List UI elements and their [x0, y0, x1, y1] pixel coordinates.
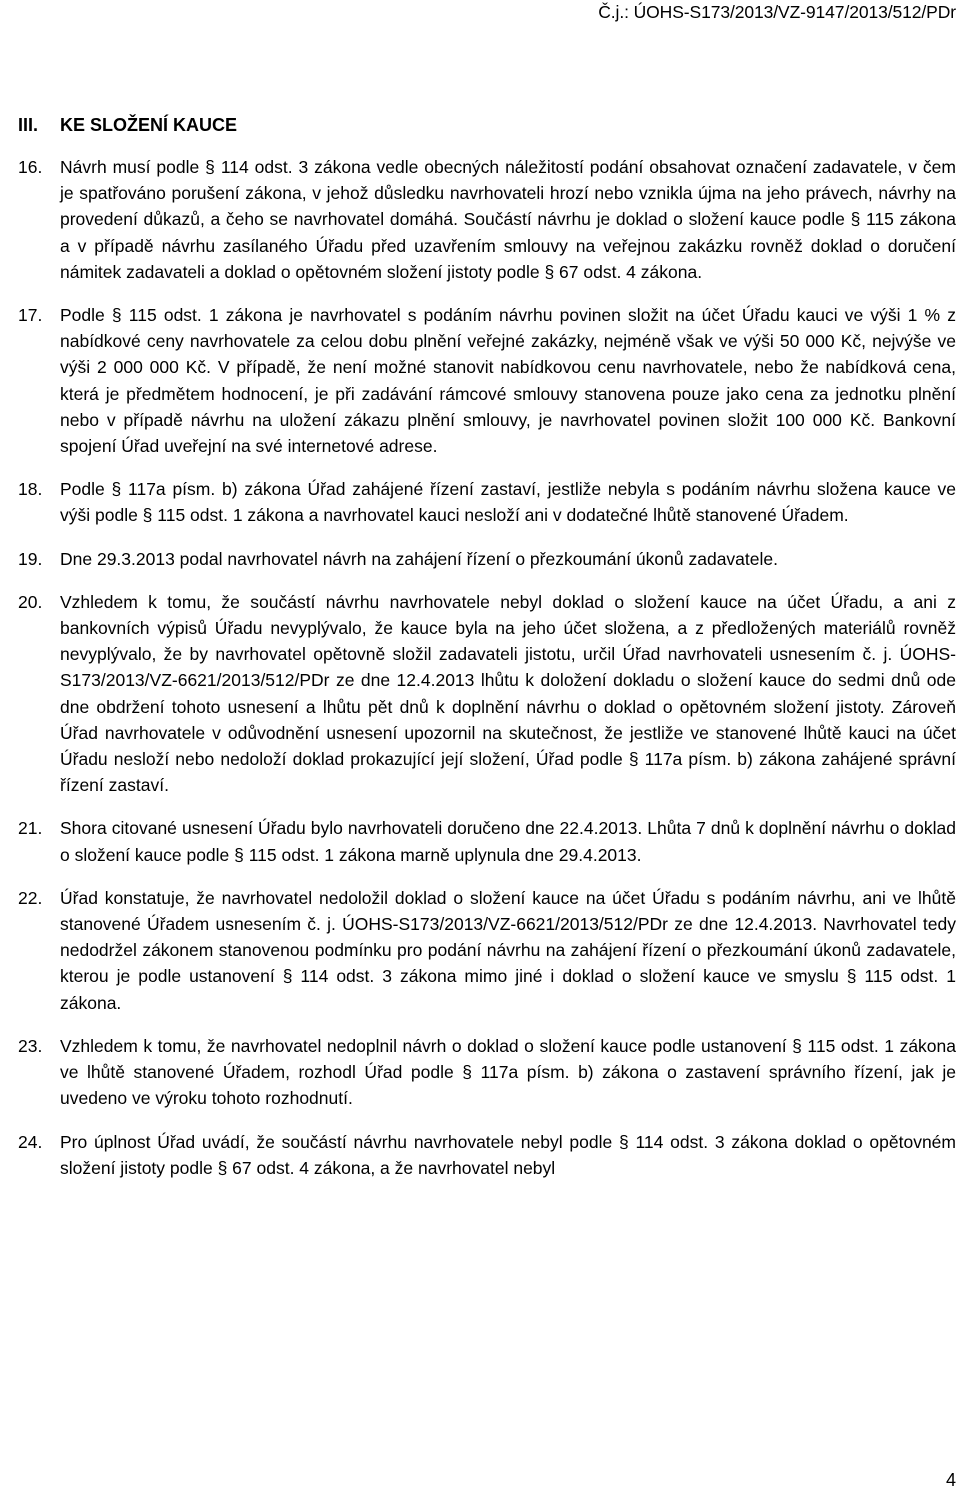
paragraph-text: Návrh musí podle § 114 odst. 3 zákona vedle obecných náležitostí podání obsahovat označení zadavatele, v čem je spatřováno porušení zákona, v jehož důsledku navrhovateli hrozí nebo vznikla újma na jeho právech, návrhy na provedení důkazů, a čeho se navrhovatel domáhá. Součástí návrhu je doklad o složení kauce podle § 115 zákona a v případě návrhu zasílaného Úřadu před uzavřením smlouvy na veřejnou zakázku rovněž doklad o doručení námitek zadavateli a doklad o opětovném složení jistoty podle § 67 odst. 4 zákona.: [60, 157, 956, 282]
paragraph-17: [18, 302, 958, 459]
paragraph-text: Vzhledem k tomu, že navrhovatel nedoplnil návrh o doklad o složení kauce podle ustanovení § 115 odst. 1 zákona ve lhůtě stanovené Úřadem, rozhodl Úřad podle § 117a písm. b) zákona o zastavení správního řízení, jak je uvedeno ve výroku tohoto rozhodnutí.: [60, 1035, 956, 1109]
section-number: III.: [18, 115, 39, 135]
paragraph-text: Vzhledem k tomu, že součástí návrhu navrhovatele nebyl doklad o složení kauce na účet Úřadu, a ani z bankovních výpisů Úřadu nevyplývalo, že kauce byla na jeho účet složena, a z předložených materiálů rovněž nevyplývalo, že by navrhovatel opětovně složil zadavateli jistotu, určil Úřad navrhovateli usnesením č. j. ÚOHS-S173/2013/VZ-6621/2013/512/PDr ze dne 12.4.2013 lhůtu k doložení dokladu o složení kauce do sedmi dnů ode dne obdržení tohoto usnesení a lhůtu pět dnů k doplnění návrhu o doklad o opětovném složení jistoty. Zároveň Úřad navrhovatele v odůvodnění usnesení upozornil na skutečnost, že jestliže ve stanovené lhůtě kauci na účet Úřadu nesloží nebo nedoloží doklad prokazující její složení, Úřad podle § 117a písm. b) zákona zahájené správní řízení zastaví.: [60, 591, 956, 796]
paragraph-18: [18, 476, 958, 528]
paragraph-text: Shora citované usnesení Úřadu bylo navrhovateli doručeno dne 22.4.2013. Lhůta 7 dnů k doplnění návrhu o doklad o složení kauce podle § 115 odst. 1 zákona marně uplynula dne 29.4.2013.: [60, 818, 956, 865]
paragraph-number: 16.: [18, 157, 43, 177]
paragraph-20: [18, 589, 958, 799]
paragraph-16: [18, 154, 958, 285]
paragraph-text: Podle § 115 odst. 1 zákona je navrhovatel s podáním návrhu povinen složit na účet Úřadu kauci ve výši 1 % z nabídkové ceny navrhovatele za celou dobu plnění veřejné zakázky, nejméně však ve výši 50 000 Kč, nejvýše ve výši 2 000 000 Kč. V případě, že není možné stanovit nabídkovou cenu navrhovatele, nebo že nabídková cena, která je předmětem hodnocení, je při zadávání rámcové smlouvy stanovena pouze jako cena za jednotku plnění nebo v případě návrhu na uložení zákazu plnění smlouvy, je navrhovatel povinen složit 100 000 Kč. Bankovní spojení Úřad uveřejní na své internetové adrese.: [60, 305, 956, 457]
page-number: 4: [945, 1470, 956, 1490]
paragraph-text: Pro úplnost Úřad uvádí, že součástí návrhu navrhovatele nebyl podle § 114 odst. 3 zákona doklad o opětovném složení jistoty podle § 67 odst. 4 zákona, a že navrhovatel nebyl: [60, 1131, 956, 1178]
paragraph-number: 17.: [18, 305, 43, 326]
case-reference: Č.j.: ÚOHS-S173/2013/VZ-9147/2013/512/PDr: [598, 2, 956, 22]
paragraph-number: 24.: [18, 1131, 43, 1152]
paragraph-number: 20.: [18, 591, 43, 612]
paragraph-22: [18, 885, 958, 1016]
paragraph-text: Úřad konstatuje, že navrhovatel nedoložil doklad o složení kauce na účet Úřadu s podáním návrhu, ani ve lhůtě stanovené Úřadem usnesením č. j. ÚOHS-S173/2013/VZ-6621/2013/512/PDr ze dne 12.4.2013. Navrhovatel tedy nedodržel zákonem stanovenou podmínku pro podání návrhu na zahájení řízení o přezkoumání úkonů zadavatele, kterou je podle ustanovení § 114 odst. 3 zákona mimo jiné i doklad o složení kauce ve smyslu § 115 odst. 1 zákona.: [60, 887, 956, 1013]
paragraph-number: 21.: [18, 818, 43, 839]
paragraph-21: [18, 815, 958, 867]
paragraph-24: [18, 1129, 958, 1181]
section-heading: [18, 113, 958, 138]
section-title: KE SLOŽENÍ KAUCE: [60, 115, 238, 135]
paragraph-number: 22.: [18, 887, 43, 908]
paragraph-text: Dne 29.3.2013 podal navrhovatel návrh na zahájení řízení o přezkoumání úkonů zadavatele.: [60, 548, 778, 569]
paragraph-23: [18, 1033, 958, 1112]
paragraph-19: [18, 546, 958, 572]
paragraph-text: Podle § 117a písm. b) zákona Úřad zahájené řízení zastaví, jestliže nebyla s podáním návrhu složena kauce ve výši podle § 115 odst. 1 zákona a navrhovatel kauci nesloží ani v dodatečné lhůtě stanovené Úřadem.: [60, 479, 956, 526]
paragraph-number: 19.: [18, 548, 43, 569]
paragraph-number: 18.: [18, 479, 43, 500]
paragraph-number: 23.: [18, 1035, 43, 1056]
document-body: [18, 113, 958, 1198]
